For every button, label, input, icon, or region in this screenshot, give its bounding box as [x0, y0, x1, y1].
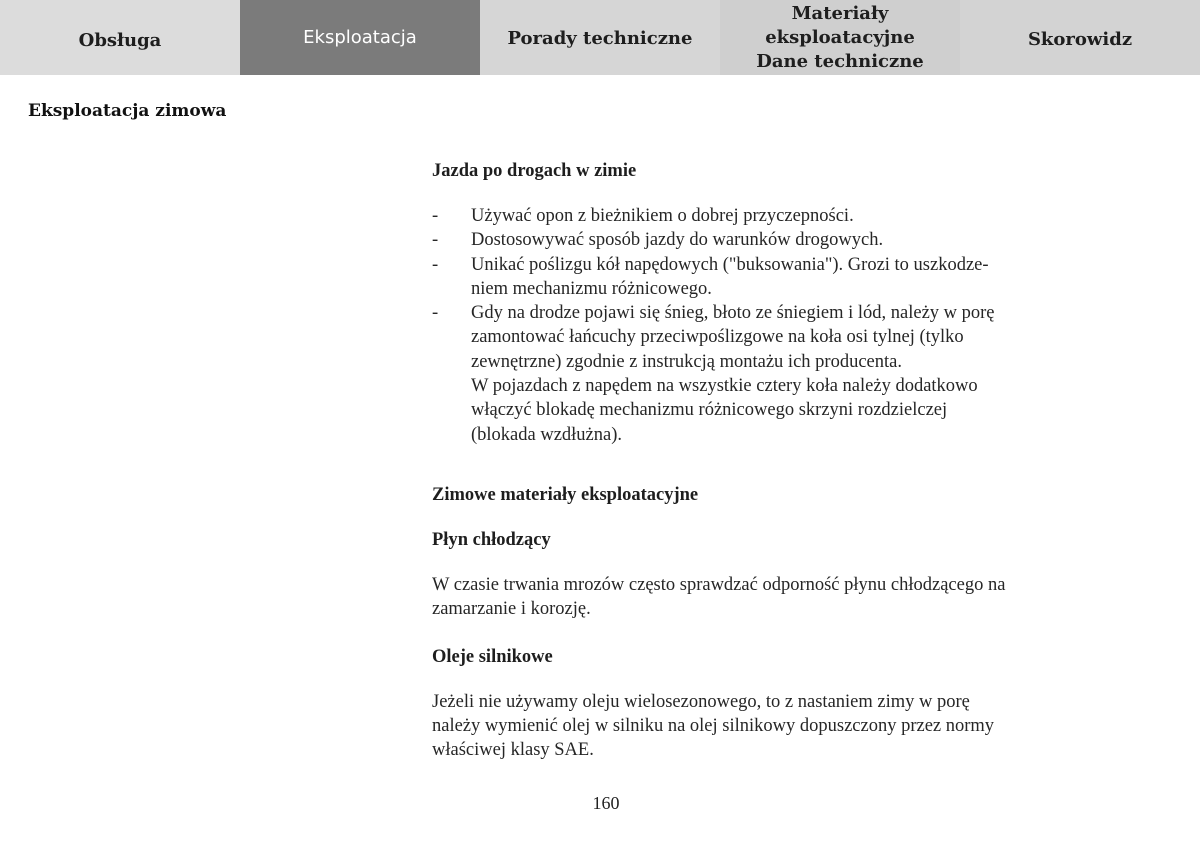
heading-engine-oils: Oleje silnikowe [432, 646, 553, 667]
tab-label: Porady techniczne [507, 27, 693, 49]
list-item-text: Używać opon z bieżnikiem o dobrej przyczepności. [471, 206, 854, 226]
list-item-text: niem mechanizmu różnicowego. [471, 278, 712, 299]
list-item-text: W pojazdach z napędem na wszystkie cztery koła należy dodatkowo [471, 376, 978, 397]
tab-skorowidz[interactable] [960, 0, 1200, 75]
tab-label-line2: Dane techniczne [756, 50, 924, 72]
list-item [432, 253, 1082, 302]
list-item-text: zamontować łańcuchy przeciwpoślizgowe na koła osi tylnej (tylko [471, 327, 964, 348]
tab-materialy-dane-techniczne[interactable] [720, 0, 960, 75]
engine-oil-paragraph [432, 690, 1082, 763]
tab-label: Obsługa [78, 29, 162, 51]
list-dash: - [432, 206, 439, 226]
tab-porady-techniczne[interactable] [480, 0, 720, 75]
list-item-text: Gdy na drodze pojawi się śnieg, błoto ze śniegiem i lód, należy w porę [471, 303, 995, 324]
winter-driving-list [432, 204, 1082, 447]
list-item-text: zewnętrzne) zgodnie z instrukcją montażu ich producenta. [471, 351, 902, 372]
page-content [432, 158, 1082, 762]
tab-eksploatacja[interactable] [240, 0, 480, 75]
list-item-text: włączyć blokadę mechanizmu różnicowego skrzyni rozdzielczej [471, 400, 948, 421]
paragraph-line: należy wymienić olej w silniku na olej silnikowy dopuszczony przez normy [432, 715, 995, 736]
list-dash: - [432, 303, 439, 324]
paragraph-line: Jeżeli nie używamy oleju wielosezonowego, to z nastaniem zimy w porę [432, 691, 970, 712]
list-item [432, 301, 1082, 447]
tab-label: Eksploatacja [303, 26, 417, 48]
list-item-text: Unikać poślizgu kół napędowych ("buksowania"). Grozi to uszkodze- [471, 254, 989, 275]
list-dash: - [432, 230, 439, 251]
tab-label: Skorowidz [1027, 28, 1133, 50]
paragraph-line: zamarzanie i korozję. [432, 599, 591, 620]
paragraph-line: właściwej klasy SAE. [432, 740, 594, 761]
page-number: 160 [592, 793, 620, 813]
list-dash: - [432, 254, 439, 275]
paragraph-line: W czasie trwania mrozów często sprawdzać odporność płynu chłodzącego na [432, 574, 1006, 595]
list-item-text: Dostosowywać sposób jazdy do warunków drogowych. [471, 230, 884, 251]
tab-obsluga[interactable] [0, 0, 240, 75]
chapter-tab-bar [0, 0, 1200, 75]
section-title: Eksploatacja zimowa [28, 101, 227, 121]
list-item [432, 228, 1082, 252]
heading-winter-fluids: Zimowe materiały eksploatacyjne [432, 484, 699, 505]
coolant-paragraph [432, 573, 1082, 622]
list-item-text: (blokada wzdłużna). [471, 424, 623, 445]
heading-coolant: Płyn chłodzący [432, 529, 551, 550]
heading-winter-driving: Jazda po drogach w zimie [432, 161, 637, 181]
tab-label-line1: Materiały eksploatacyjne [765, 2, 915, 48]
list-item [432, 204, 1082, 228]
